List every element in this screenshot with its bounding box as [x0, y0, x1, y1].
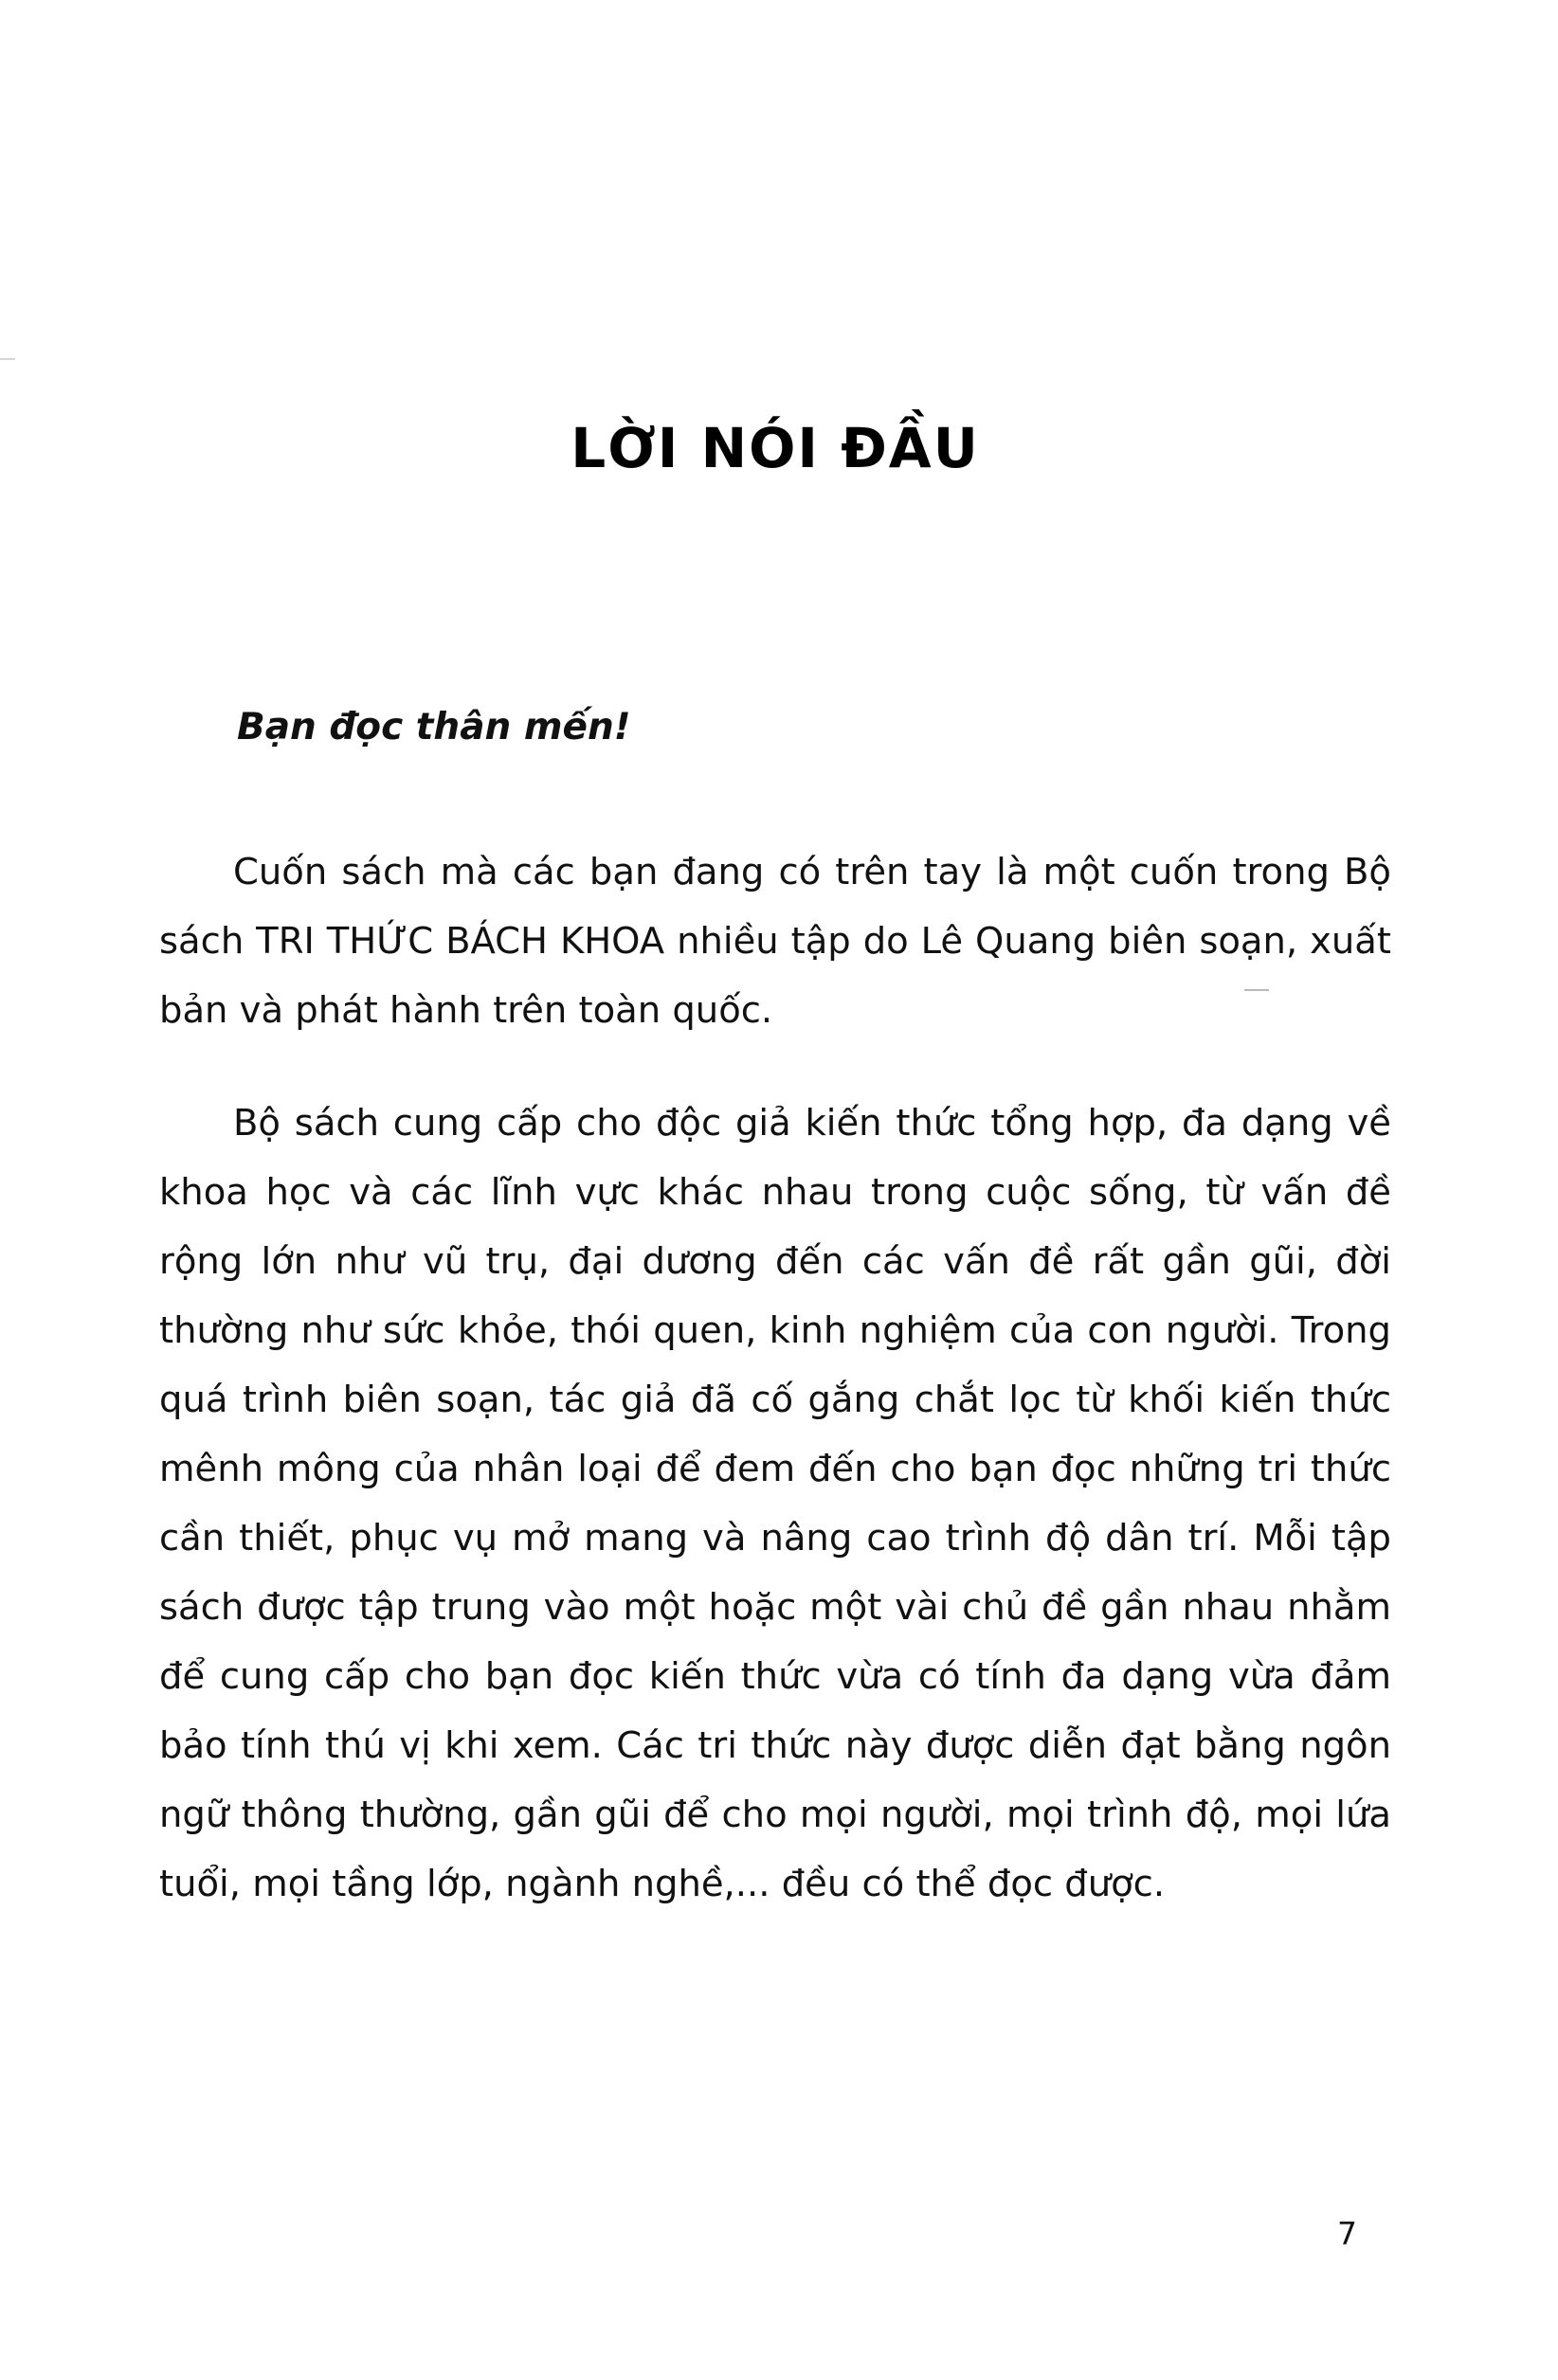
paragraph-2: Bộ sách cung cấp cho độc giả kiến thức tổng hợp, đa dạng về khoa học và các lĩnh vực khác nhau trong cuộc sống, từ vấn đề rộng lớn như vũ trụ, đại dương đến các vấn đề rất gần gũi, đời thường như sức khỏe, thói quen, kinh nghiệm của con người. Trong quá trình biên soạn, tác giả đã cố gắng chắt lọc từ khối kiến thức mênh mông của nhân loại để đem đến cho bạn đọc những tri thức cần thiết, phục vụ mở mang và nâng cao trình độ dân trí. Mỗi tập sách được tập trung vào một hoặc một vài chủ đề gần nhau nhằm để cung cấp cho bạn đọc kiến thức vừa có tính đa dạng vừa đảm bảo tính thú vị khi xem. Các tri thức này được diễn đạt bằng ngôn ngữ thông thường, gần gũi để cho mọi người, mọi trình độ, mọi lứa tuổi, mọi tầng lớp, ngành nghề,... đều có thể đọc được.: [159, 1101, 1391, 1905]
paragraph-1: Cuốn sách mà các bạn đang có trên tay là một cuốn trong Bộ sách TRI THỨC BÁCH KHOA nhiều tập do Lê Quang biên soạn, xuất bản và phát hành trên toàn quốc.: [159, 850, 1391, 1032]
page-number: 7: [1337, 2215, 1357, 2252]
margin-tick-mark: [1244, 989, 1269, 991]
page-content: [159, 0, 1391, 2380]
edge-tick-mark: [0, 358, 15, 360]
salutation-text: Bạn đọc thân mến!: [237, 706, 631, 748]
page-title: LỜI NÓI ĐẦU: [571, 415, 980, 480]
